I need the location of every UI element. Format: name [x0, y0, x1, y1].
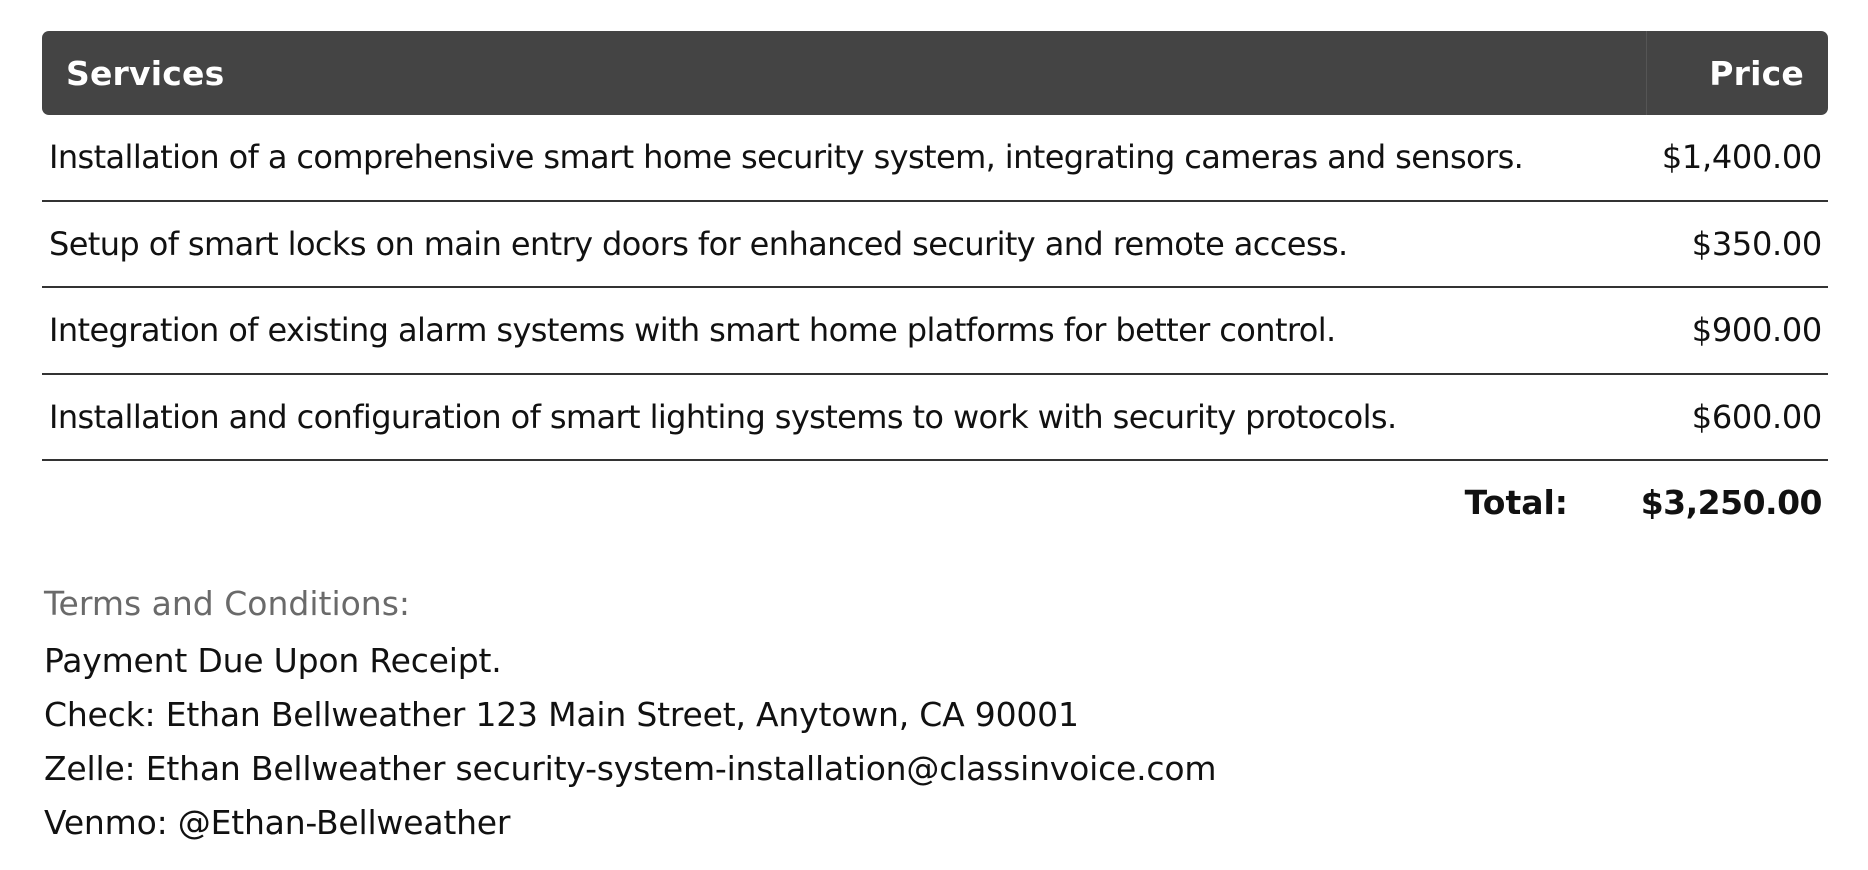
total-label: Total:: [1464, 483, 1568, 522]
price-column-header: Price: [1647, 31, 1828, 115]
table-row: [42, 375, 1828, 462]
table-header: [42, 31, 1828, 115]
table-body: [42, 115, 1828, 461]
total-row: [42, 461, 1828, 547]
table-row: [42, 115, 1828, 202]
service-description: Installation of a comprehensive smart home security system, integrating cameras and sensors.: [42, 115, 1647, 202]
total-amount: $3,250.00: [1640, 483, 1822, 522]
services-table: [42, 31, 1828, 461]
service-description: Setup of smart locks on main entry doors for enhanced security and remote access.: [42, 202, 1647, 289]
table-header-row: [42, 31, 1828, 115]
check-payment-info: Check: Ethan Bellweather 123 Main Street, Anytown, CA 90001: [44, 695, 1079, 734]
zelle-payment-info: Zelle: Ethan Bellweather security-system-installation@classinvoice.com: [44, 749, 1217, 788]
venmo-payment-info: Venmo: @Ethan-Bellweather: [44, 803, 511, 842]
service-description: Installation and configuration of smart lighting systems to work with security protocols.: [42, 375, 1647, 462]
invoice-services-section: [42, 31, 1828, 547]
services-column-header: Services: [42, 31, 1647, 115]
table-row: [42, 288, 1828, 375]
service-price: $350.00: [1647, 202, 1828, 289]
terms-heading: Terms and Conditions:: [44, 584, 411, 623]
service-price: $600.00: [1647, 375, 1828, 462]
table-row: [42, 202, 1828, 289]
terms-and-conditions: [44, 580, 1216, 850]
service-description: Integration of existing alarm systems with smart home platforms for better control.: [42, 288, 1647, 375]
service-price: $1,400.00: [1647, 115, 1828, 202]
payment-due-note: Payment Due Upon Receipt.: [44, 641, 502, 680]
service-price: $900.00: [1647, 288, 1828, 375]
